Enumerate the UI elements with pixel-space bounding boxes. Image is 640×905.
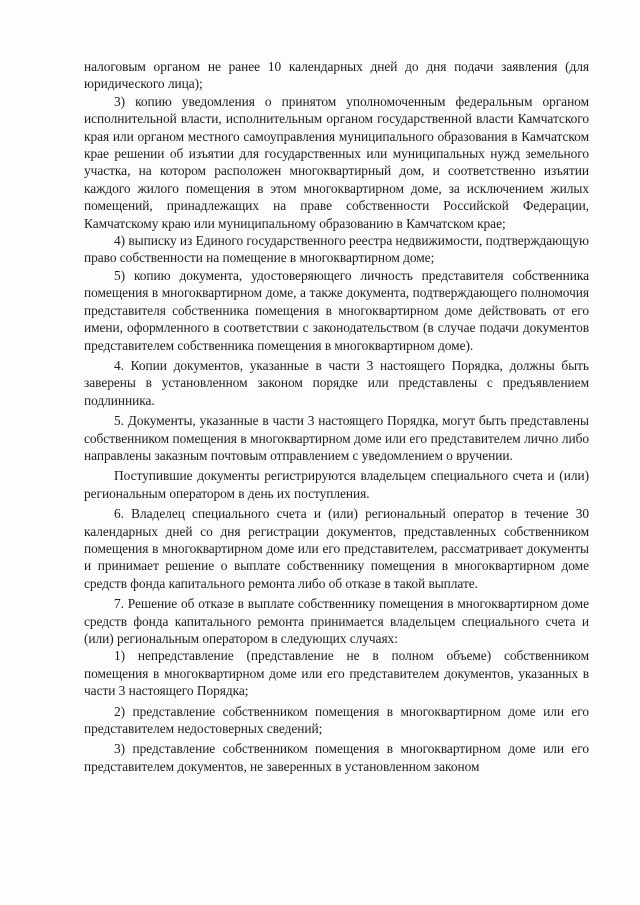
paragraph-section-7: 7. Решение об отказе в выплате собственнику помещения в многоквартирном доме средств фонда капитального ремонта принимается владельцем специального счета и (или) региональным оператором в следующих случаях:	[84, 596, 589, 646]
paragraph-item-5: 5) копию документа, удостоверяющего личность представителя собственника помещения в многоквартирном доме, а также документа, подтверждающего полномочия представителя собственника помещения в многоквартирном доме действовать от его имени, оформленного в соответствии с законодательством (в случае подачи документов представителем собственника помещения в многоквартирном доме).	[84, 267, 589, 353]
paragraph-section-5: 5. Документы, указанные в части 3 настоящего Порядка, могут быть представлены собственником помещения в многоквартирном доме или его представителем лично либо направлены заказным почтовым отправлением с уведомлением о вручении.	[84, 413, 589, 463]
paragraph-item-4: 4) выписку из Единого государственного реестра недвижимости, подтверждающую право собственности на помещение в многоквартирном доме;	[84, 233, 589, 266]
paragraph-registration: Поступившие документы регистрируются владельцем специального счета и (или) региональным оператором в день их поступления.	[84, 468, 589, 501]
paragraph-item-3: 3) копию уведомления о принятом уполномоченным федеральным органом исполнительной власти, исполнительным органом государственной власти Камчатского края или органом местного самоуправления муниципального образования в Камчатском крае решении об изъятии для государственных или муниципальных нужд земельного участка, на котором расположен многоквартирный дом, и соответственно изъятии каждого жилого помещения в этом многоквартирном доме, за исключением жилых помещений, принадлежащих на праве собственности Российской Федерации, Камчатскому краю или муниципальному образованию в Камчатском крае;	[84, 93, 589, 231]
paragraph-section-6: 6. Владелец специального счета и (или) региональный оператор в течение 30 календарных дней со дня регистрации документов, представленных собственником помещения в многоквартирном доме или его представителем, рассматривает документы и принимает решение о выплате собственнику помещения в многоквартирном доме средств фонда капитального ремонта либо об отказе в такой выплате.	[84, 506, 589, 591]
document-body	[84, 58, 589, 775]
paragraph-section-4: 4. Копии документов, указанные в части 3 настоящего Порядка, должны быть заверены в установленном законом порядке или представлены с предъявлением подлинника.	[84, 357, 589, 408]
paragraph-refusal-2: 2) представление собственником помещения в многоквартирном доме или его представителем недостоверных сведений;	[84, 703, 589, 737]
paragraph-continuation: налоговым органом не ранее 10 календарных дней до дня подачи заявления (для юридического лица);	[84, 59, 589, 92]
paragraph-refusal-1: 1) непредставление (представление не в полном объеме) собственником помещения в многоквартирном доме или его представителем документов, указанных в части 3 настоящего Порядка;	[84, 648, 589, 699]
paragraph-refusal-3: 3) представление собственником помещения в многоквартирном доме или его представителем документов, не заверенных в установленном законом	[84, 741, 589, 774]
